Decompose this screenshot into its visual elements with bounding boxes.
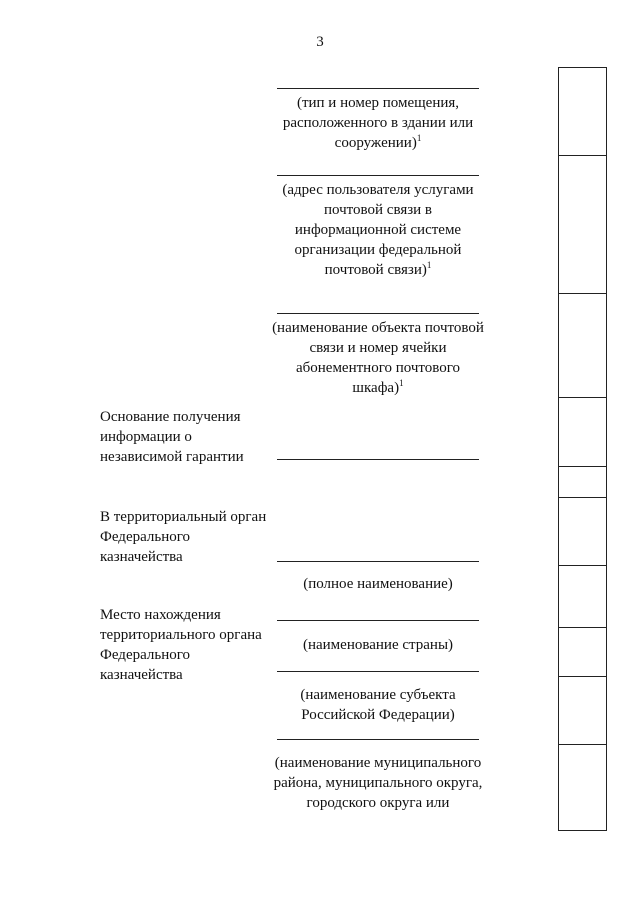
- side-cell-divider: [559, 466, 606, 467]
- premises-caption-text: (тип и номер помещения, расположенного в здании или сооружении): [282, 95, 474, 151]
- footnote-mark: 1: [426, 260, 432, 270]
- postal-address-caption: [272, 180, 484, 280]
- side-cell-divider: [559, 676, 606, 677]
- side-cell-divider: [559, 397, 606, 398]
- country-caption: (наименование страны): [302, 637, 454, 653]
- postal-object-line: [277, 313, 479, 314]
- side-cell-divider: [559, 627, 606, 628]
- footnote-mark: 1: [399, 378, 404, 388]
- postal-address-caption-text: (адрес пользователя услугами почтовой связи в информационной системе организации федеральной почтовой связи): [282, 182, 474, 278]
- basis-label: Основание получения информации о независимой гарантии: [100, 409, 244, 465]
- subject-caption: (наименование субъекта Российской Федерации): [300, 687, 456, 723]
- side-cell-divider: [559, 497, 606, 498]
- side-cell-divider: [559, 565, 606, 566]
- page-number: 3: [316, 34, 324, 50]
- footnote-mark: 1: [416, 133, 422, 143]
- municipality-line: [277, 739, 479, 740]
- treasury-location-label: Место нахождения территориального органа Федерального казначейства: [100, 607, 262, 683]
- postal-object-caption: [272, 318, 484, 398]
- country-line: [277, 620, 479, 621]
- full-name-caption: (полное наименование): [303, 576, 453, 592]
- postal-object-caption-text: (наименование объекта почтовой связи и номер ячейки абонементного почтового шкафа): [272, 320, 484, 396]
- side-cell-divider: [559, 293, 606, 294]
- basis-line: [277, 459, 479, 460]
- side-cell-column: [558, 67, 607, 831]
- treasury-body-label: В территориальный орган Федерального казначейства: [100, 509, 267, 565]
- full-name-line: [277, 561, 479, 562]
- premises-caption: [272, 93, 484, 153]
- premises-line: [277, 88, 479, 89]
- municipality-caption: (наименование муниципального района, муниципального округа, городского округа или: [273, 755, 483, 811]
- side-cell-divider: [559, 744, 606, 745]
- postal-address-line: [277, 175, 479, 176]
- subject-line: [277, 671, 479, 672]
- side-cell-divider: [559, 155, 606, 156]
